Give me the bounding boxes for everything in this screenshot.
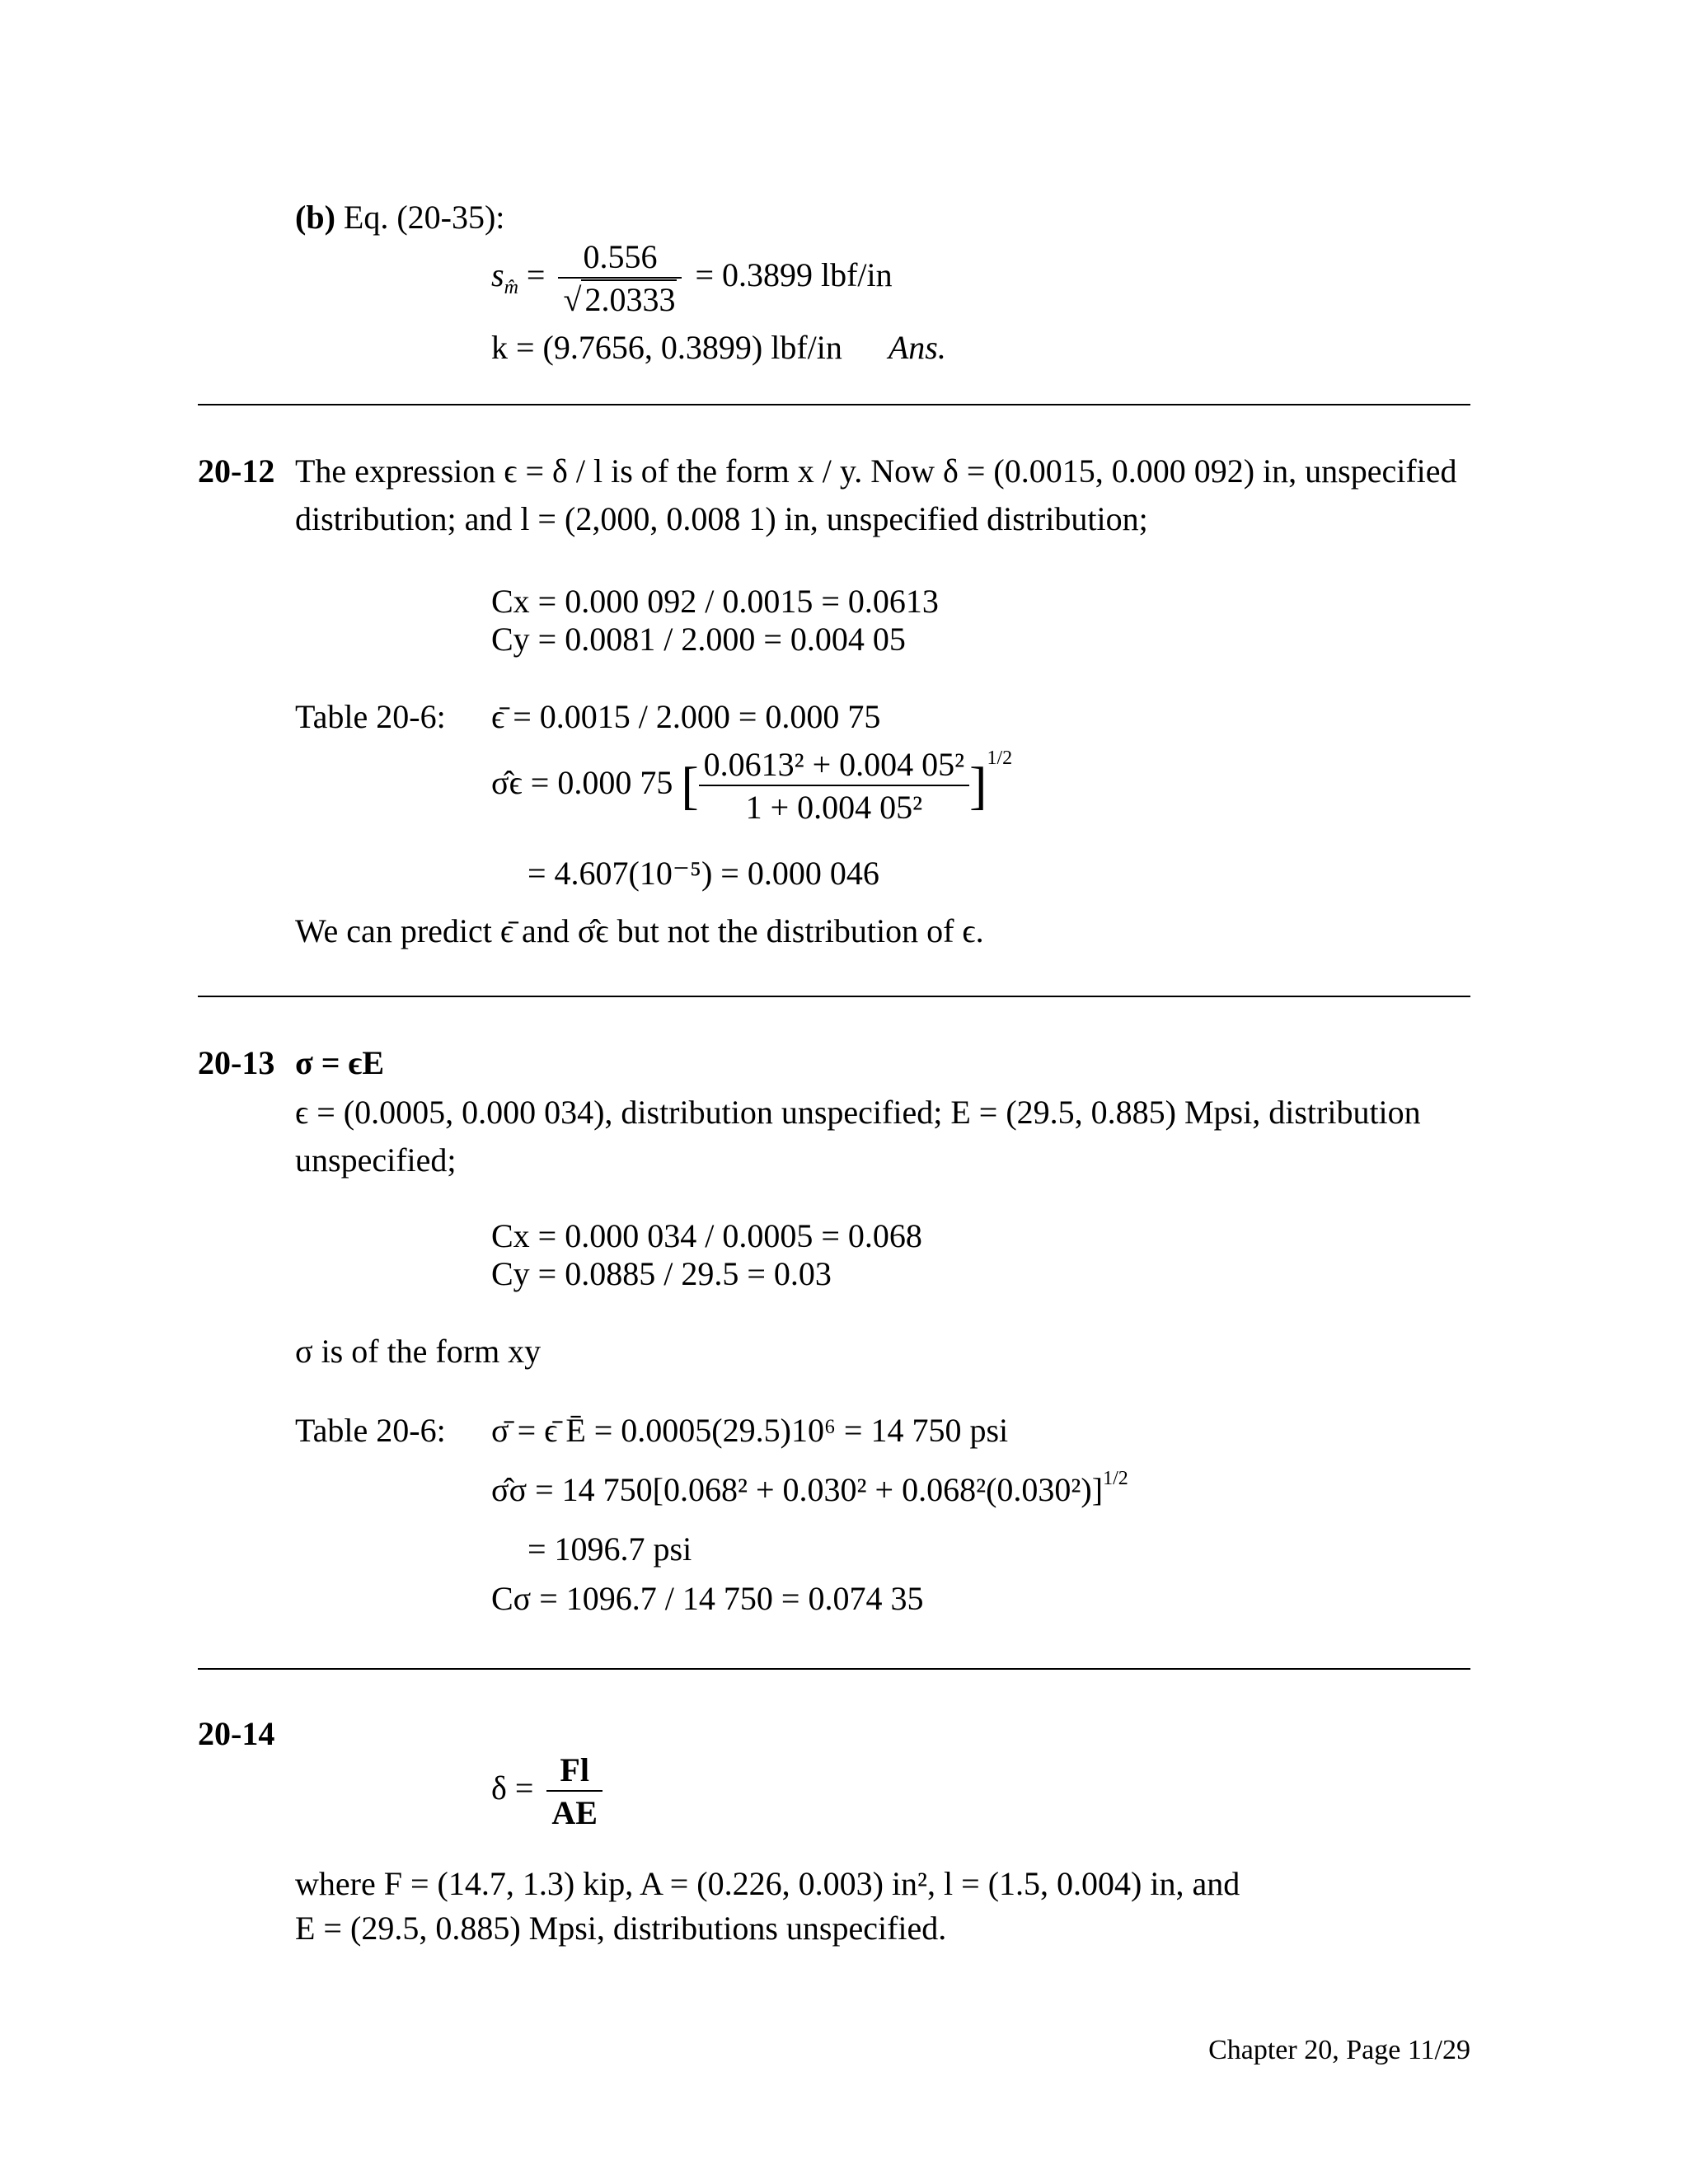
s-numerator: 0.556	[583, 238, 658, 275]
s-fraction	[558, 237, 682, 320]
p12-table-ref: Table 20-6:	[295, 698, 446, 735]
p13-form: σ is of the form xy	[295, 1333, 542, 1370]
p12-sigma-fraction	[699, 745, 970, 827]
p12-line1: The expression ϵ = δ / l is of the form x / y. Now δ = (0.0015, 0.000 092) in, unspecified	[295, 452, 1457, 490]
bracket-right: ]	[969, 756, 987, 815]
s-lhs-sub: m̂	[504, 277, 518, 299]
p14-where2: E = (29.5, 0.885) Mpsi, distributions unspecified.	[295, 1910, 947, 1947]
problem-number-20-13: 20-13	[198, 1044, 275, 1081]
s-equation: $s_{m̂}$ = $\frac{0.556}{√ 2.0333}$ = 0.3899 lbf/in	[491, 238, 893, 318]
p13-sigma-eq	[491, 1470, 1128, 1510]
p13-sigma-line: σ̂σ = 14 750[0.068² + 0.030² + 0.068²(0.030²)]	[491, 1471, 1104, 1508]
sqrt-symbol: √ 2.0333	[563, 281, 676, 318]
p13-line2: unspecified;	[295, 1141, 457, 1179]
p14-where1: where F = (14.7, 1.3) kip, A = (0.226, 0.003) in², l = (1.5, 0.004) in, and	[295, 1865, 1240, 1902]
bracket-left: [	[681, 756, 699, 815]
p12-sigma-lhs: σ̂ϵ = 0.000 75	[491, 764, 673, 802]
part-b-heading	[295, 198, 504, 237]
p13-sigma-exp: 1/2	[1103, 1468, 1128, 1489]
part-b-label: (b)	[295, 199, 335, 236]
s-denominator: 2.0333	[581, 279, 677, 318]
s-lhs-var: s	[491, 256, 504, 294]
p13-heading: σ = ϵE	[295, 1044, 385, 1081]
p14-delta-fraction	[546, 1750, 603, 1833]
p14-delta-num: Fl	[560, 1751, 589, 1788]
k-line: k = (9.7656, 0.3899) lbf/in	[491, 329, 842, 366]
ans-label: Ans.	[888, 329, 946, 366]
p13-cx: Cx = 0.000 034 / 0.0005 = 0.068	[491, 1217, 922, 1254]
p14-delta-eq	[491, 1750, 607, 1833]
s-rhs: = 0.3899 lbf/in	[695, 256, 893, 294]
p12-sigma-result: = 4.607(10⁻⁵) = 0.000 046	[528, 855, 879, 892]
p12-cx: Cx = 0.000 092 / 0.0015 = 0.0613	[491, 583, 939, 620]
p14-delta-den: AE	[546, 1790, 603, 1833]
k-line-row	[491, 328, 946, 368]
p12-mean: ϵ̄ = 0.0015 / 2.000 = 0.000 75	[491, 698, 881, 735]
section-divider	[198, 404, 1470, 405]
p14-delta-lhs: δ =	[491, 1769, 534, 1807]
p13-cv: Cσ = 1096.7 / 14 750 = 0.074 35	[491, 1580, 924, 1617]
p12-cy: Cy = 0.0081 / 2.000 = 0.004 05	[491, 621, 906, 658]
problem-number-20-12: 20-12	[198, 452, 275, 490]
section-divider	[198, 1668, 1470, 1670]
p12-conclusion: We can predict ϵ̄ and σ̂ϵ but not the distribution of ϵ.	[295, 912, 984, 949]
page-footer: Chapter 20, Page 11/29	[1208, 2035, 1470, 2065]
section-divider	[198, 996, 1470, 997]
problem-number-20-14: 20-14	[198, 1715, 275, 1752]
p12-sigma-exp: 1/2	[987, 748, 1013, 770]
p13-sigma-result: = 1096.7 psi	[528, 1530, 692, 1568]
part-b-eq-ref: Eq. (20-35):	[343, 199, 505, 236]
p13-table-ref: Table 20-6:	[295, 1412, 446, 1449]
p12-sigma-den: 1 + 0.004 05²	[699, 785, 970, 827]
p12-sigma-eq	[491, 745, 1012, 827]
p12-sigma-num: 0.0613² + 0.004 05²	[703, 746, 965, 783]
p12-line2: distribution; and l = (2,000, 0.008 1) in, unspecified distribution;	[295, 500, 1148, 537]
p13-mean: σ̄ = ϵ̄ Ē = 0.0005(29.5)10⁶ = 14 750 psi	[491, 1412, 1009, 1449]
p13-cy: Cy = 0.0885 / 29.5 = 0.03	[491, 1255, 832, 1292]
p13-line1: ϵ = (0.0005, 0.000 034), distribution unspecified; E = (29.5, 0.885) Mpsi, distribution	[295, 1094, 1421, 1131]
